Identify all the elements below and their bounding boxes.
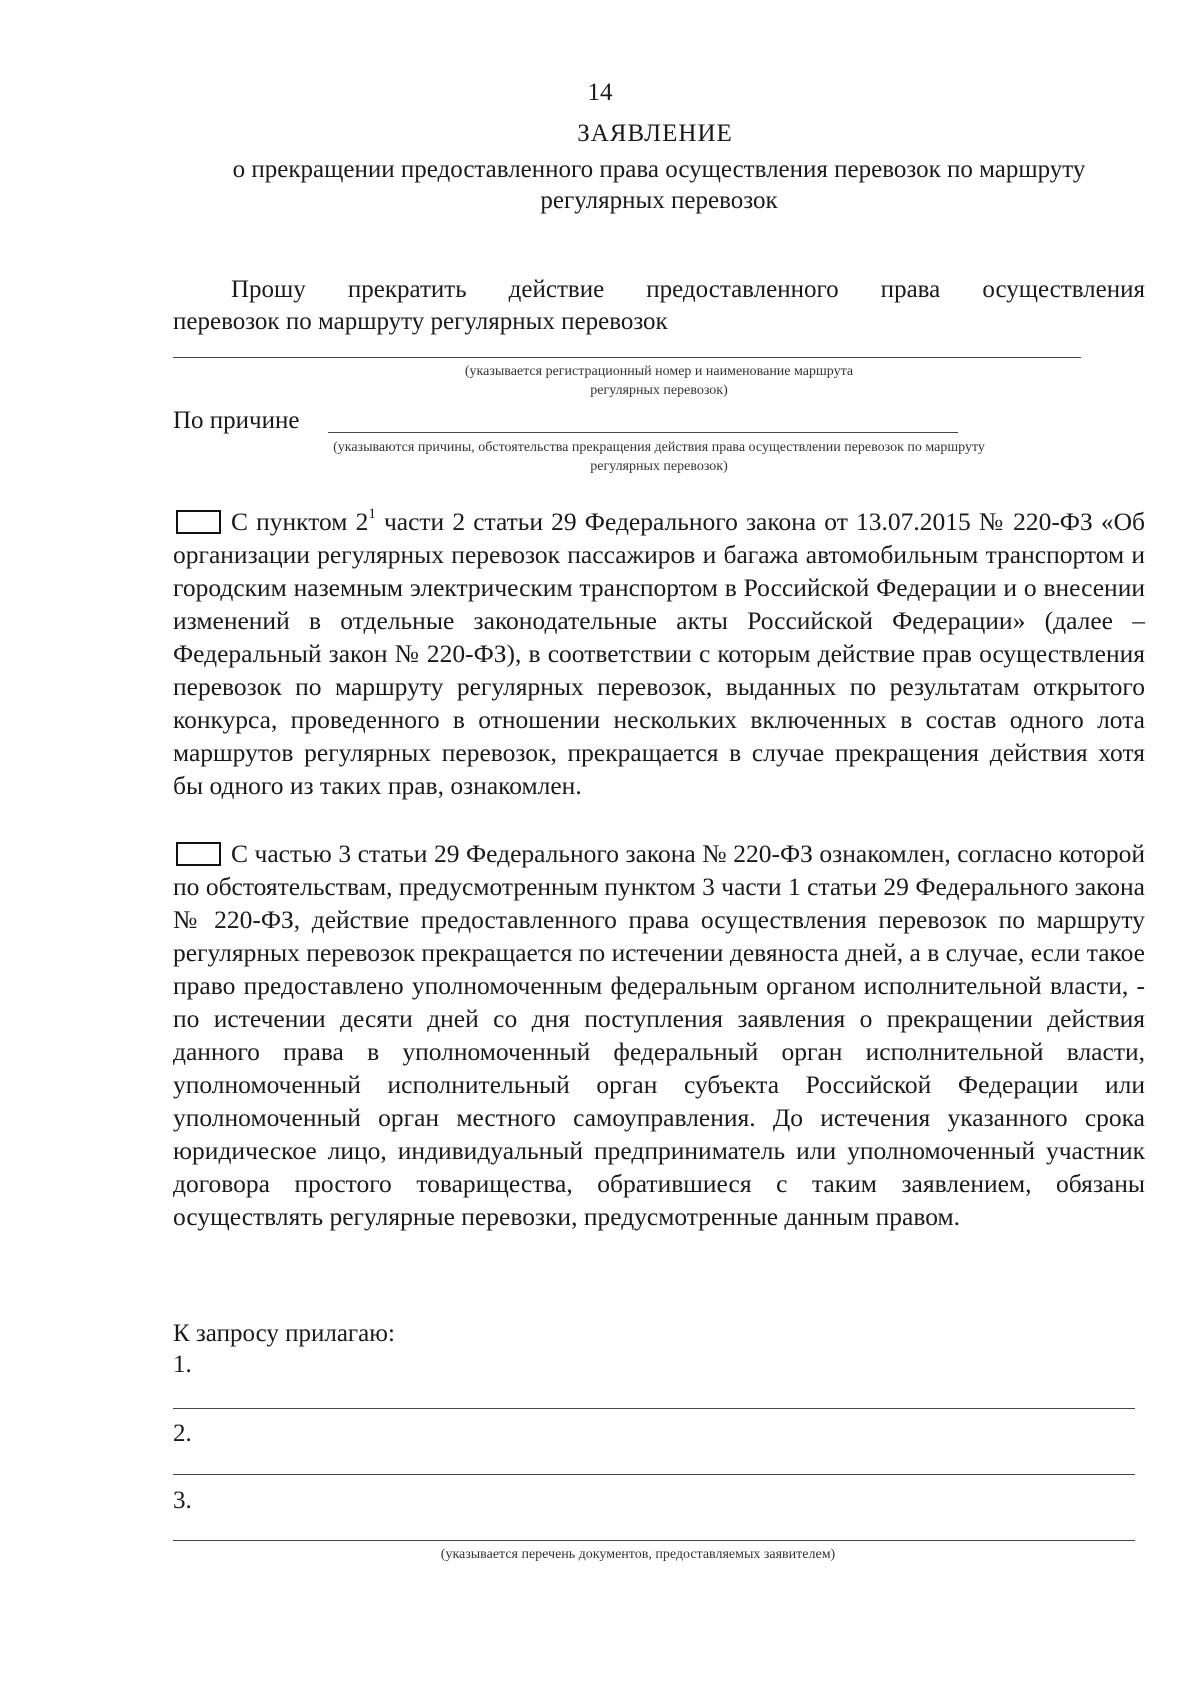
reason-note-line1: (указываются причины, обстоятельства прекращения действия права осуществлении перевозок по маршруту <box>333 440 985 455</box>
attachment-line-1 <box>173 1408 1135 1409</box>
clause1-superscript: 1 <box>368 506 376 522</box>
clause1-prefix: С пунктом 2 <box>231 507 369 536</box>
clause1-paragraph <box>173 505 1145 802</box>
clause1-text: части 2 статьи 29 Федерального закона от 13.07.2015 № 220-ФЗ «Об организации регулярных перевозок пассажиров и багажа автомобильным транспортом и городским наземным электрическим транспортом в Российской Федерации и о внесении изменений в отдельные законодательные акты Российской Федерации» (далее – Федеральный закон № 220-ФЗ), в соответствии с которым действие прав осуществления перевозок по маршруту регулярных перевозок, выданных по результатам открытого конкурса, проведенного в отношении нескольких включенных в состав одного лота маршрутов регулярных перевозок, прекращается в случае прекращения действия хотя бы одного из таких прав, ознакомлен. <box>173 507 1145 800</box>
route-note-line2: регулярных перевозок) <box>590 383 728 398</box>
attachment-item-3: 3. <box>173 1487 192 1514</box>
clause2-text: С частью 3 статьи 29 Федерального закона № 220-ФЗ ознакомлен, согласно которой по обстоятельствам, предусмотренным пунктом 3 части 1 статьи 29 Федерального закона № 220-ФЗ, действие предоставленного права осуществления перевозок по маршруту регулярных перевозок прекращается по истечении девяноста дней, а в случае, если такое право предоставлено уполномоченным федеральным органом исполнительной власти, - по истечении десяти дней со дня поступления заявления о прекращении действия данного права в уполномоченный федеральный орган исполнительной власти, уполномоченный исполнительный орган субъекта Российской Федерации или уполномоченный орган местного самоуправления. До истечения указанного срока юридическое лицо, индивидуальный предприниматель или уполномоченный участник договора простого товарищества, обратившиеся с таким заявлением, обязаны осуществлять регулярные перевозки, предусмотренные данным правом. <box>173 839 1145 1231</box>
attachment-line-2 <box>173 1474 1135 1475</box>
document-title: ЗАЯВЛЕНИЕ <box>577 120 733 147</box>
attachment-item-2: 2. <box>173 1420 192 1447</box>
reason-underline <box>328 432 958 433</box>
attachment-line-3 <box>173 1540 1135 1541</box>
document-subtitle-line2: регулярных перевозок <box>540 187 778 214</box>
attachments-label: К запросу прилагаю: <box>173 1320 395 1347</box>
request-text-line1: Прошу прекратить действие предоставленного права осуществления <box>231 276 1145 303</box>
reason-label: По причине <box>173 407 300 434</box>
clause2-paragraph <box>173 837 1145 1233</box>
reason-note-line2: регулярных перевозок) <box>590 459 728 474</box>
attachment-item-1: 1. <box>173 1351 192 1378</box>
request-text-line2: перевозок по маршруту регулярных перевозок <box>173 308 668 335</box>
document-subtitle-line1: о прекращении предоставленного права осуществления перевозок по маршруту <box>232 156 1086 183</box>
route-note-line1: (указывается регистрационный номер и наименование маршрута <box>464 364 854 379</box>
page-number: 14 <box>587 79 613 106</box>
route-underline <box>173 357 1081 358</box>
attachments-note: (указывается перечень документов, предоставляемых заявителем) <box>440 1547 836 1562</box>
